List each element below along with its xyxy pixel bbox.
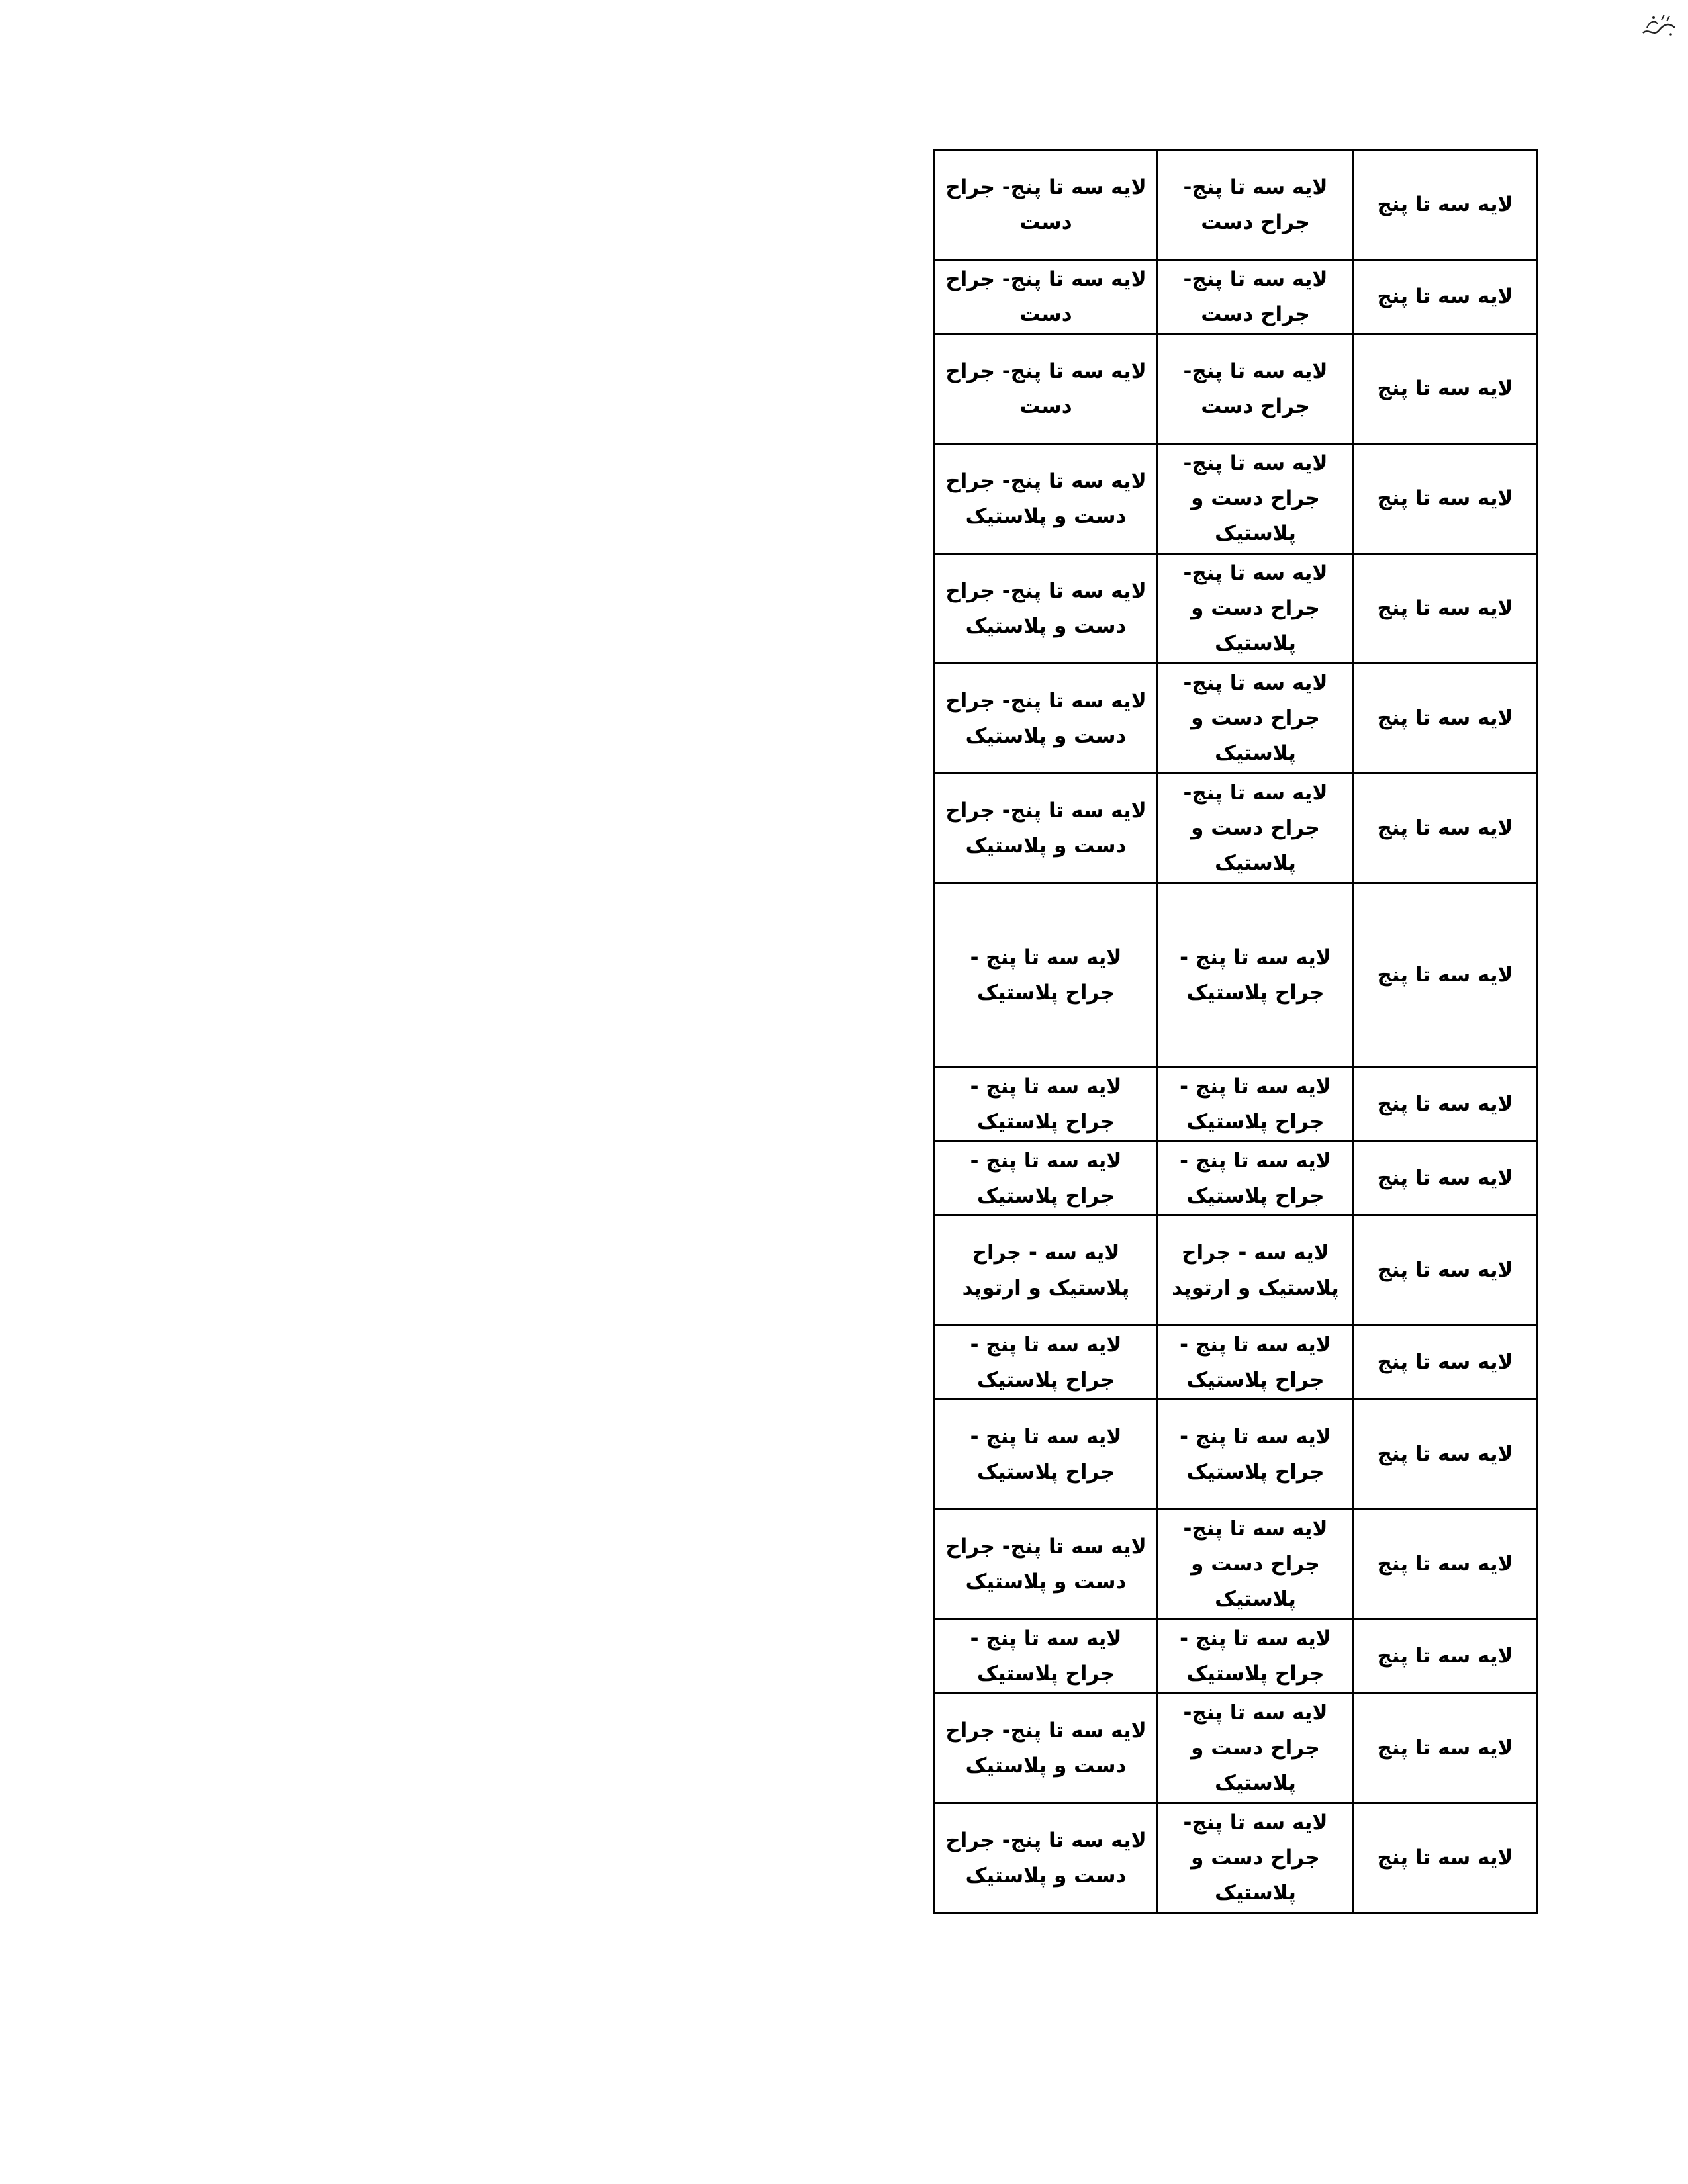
table-cell-right (1354, 444, 1537, 554)
cell-text: لایه سه تا پنج- جراح دست و پلاستیک (1183, 561, 1328, 655)
table-row (935, 1142, 1537, 1216)
cell-text: لایه سه تا پنج (1377, 1442, 1513, 1466)
table-row (935, 1619, 1537, 1694)
table-cell-middle (1158, 150, 1354, 260)
table-row (935, 1400, 1537, 1510)
cell-text: لایه سه تا پنج (1377, 1350, 1513, 1374)
table-cell-left (935, 554, 1158, 664)
cell-text: لایه سه تا پنج- جراح دست (945, 359, 1147, 418)
cell-text: لایه سه تا پنج - جراح پلاستیک (1180, 945, 1331, 1005)
table-row (935, 150, 1537, 260)
cell-text: لایه سه تا پنج - جراح پلاستیک (1180, 1074, 1331, 1134)
table-cell-middle (1158, 1216, 1354, 1326)
cell-text: لایه سه تا پنج- جراح دست و پلاستیک (1183, 1517, 1328, 1611)
table-cell-middle (1158, 1803, 1354, 1913)
cell-text: لایه سه تا پنج (1377, 193, 1513, 216)
table-cell-right (1354, 1803, 1537, 1913)
table-cell-left (935, 1326, 1158, 1400)
table-cell-middle (1158, 774, 1354, 884)
table-row (935, 1803, 1537, 1913)
table-cell-right (1354, 1216, 1537, 1326)
cell-text: لایه سه - جراح پلاستیک و ارتوپد (1172, 1240, 1339, 1300)
table-cell-middle (1158, 1400, 1354, 1510)
cell-text: لایه سه تا پنج- جراح دست و پلاستیک (945, 1718, 1147, 1778)
cell-text: لایه سه تا پنج (1377, 1644, 1513, 1668)
table-cell-right (1354, 554, 1537, 664)
table-cell-right (1354, 1068, 1537, 1142)
cell-text: لایه سه تا پنج- جراح دست و پلاستیک (945, 688, 1147, 748)
table-row (935, 1694, 1537, 1803)
cell-text: لایه سه تا پنج- جراح دست و پلاستیک (945, 798, 1147, 858)
table-cell-middle (1158, 1694, 1354, 1803)
table-cell-right (1354, 664, 1537, 774)
cell-text: لایه سه تا پنج- جراح دست و پلاستیک (945, 469, 1147, 528)
table-cell-middle (1158, 554, 1354, 664)
table-cell-middle (1158, 444, 1354, 554)
table-cell-middle (1158, 1068, 1354, 1142)
cell-text: لایه سه تا پنج- جراح دست و پلاستیک (1183, 781, 1328, 875)
table-cell-left (935, 1216, 1158, 1326)
table-cell-left (935, 1068, 1158, 1142)
table-row (935, 1216, 1537, 1326)
table-cell-middle (1158, 260, 1354, 334)
cell-text: لایه سه تا پنج (1377, 816, 1513, 840)
cell-text: لایه سه تا پنج- جراح دست و پلاستیک (1183, 1811, 1328, 1905)
table-row (935, 1068, 1537, 1142)
table-cell-left (935, 150, 1158, 260)
table-cell-right (1354, 1400, 1537, 1510)
table-cell-right (1354, 1694, 1537, 1803)
cell-text: لایه سه تا پنج (1377, 1092, 1513, 1116)
cell-text: لایه سه تا پنج - جراح پلاستیک (970, 1424, 1122, 1484)
cell-text: لایه سه تا پنج (1377, 706, 1513, 730)
table-cell-middle (1158, 664, 1354, 774)
cell-text: لایه سه تا پنج (1377, 285, 1513, 308)
table-cell-left (935, 774, 1158, 884)
table-row (935, 774, 1537, 884)
schedule-table (933, 149, 1538, 1914)
table-cell-right (1354, 150, 1537, 260)
cell-text: لایه سه تا پنج - جراح پلاستیک (970, 1148, 1122, 1208)
table-cell-middle (1158, 884, 1354, 1068)
table-cell-left (935, 1510, 1158, 1619)
table-row (935, 664, 1537, 774)
table-cell-left (935, 1400, 1158, 1510)
cell-text: لایه سه تا پنج- جراح دست (1183, 267, 1328, 326)
table-row (935, 260, 1537, 334)
cell-text: لایه سه تا پنج - جراح پلاستیک (970, 1626, 1122, 1686)
cell-text: لایه سه تا پنج (1377, 1846, 1513, 1870)
cell-text: لایه سه تا پنج (1377, 1258, 1513, 1282)
table-cell-left (935, 444, 1158, 554)
table-cell-right (1354, 774, 1537, 884)
table-cell-middle (1158, 1142, 1354, 1216)
table-cell-middle (1158, 1510, 1354, 1619)
cell-text: لایه سه - جراح پلاستیک و ارتوپد (962, 1240, 1130, 1300)
table-cell-left (935, 1619, 1158, 1694)
cell-text: لایه سه تا پنج (1377, 1736, 1513, 1760)
table-row (935, 884, 1537, 1068)
table-cell-right (1354, 1142, 1537, 1216)
cell-text: لایه سه تا پنج (1377, 377, 1513, 400)
cell-text: لایه سه تا پنج (1377, 963, 1513, 987)
cell-text: لایه سه تا پنج - جراح پلاستیک (970, 1074, 1122, 1134)
table-cell-right (1354, 1510, 1537, 1619)
site-logo-watermark (1640, 8, 1677, 41)
cell-text: لایه سه تا پنج- جراح دست (945, 175, 1147, 234)
cell-text: لایه سه تا پنج (1377, 596, 1513, 620)
table-row (935, 1326, 1537, 1400)
cell-text: لایه سه تا پنج- جراح دست (1183, 175, 1328, 234)
table-row (935, 444, 1537, 554)
table-cell-middle (1158, 334, 1354, 444)
cell-text: لایه سه تا پنج- جراح دست (945, 267, 1147, 326)
cell-text: لایه سه تا پنج (1377, 1166, 1513, 1190)
schedule-table-body (935, 150, 1537, 1913)
table-cell-left (935, 1142, 1158, 1216)
cell-text: لایه سه تا پنج- جراح دست و پلاستیک (945, 1828, 1147, 1888)
cell-text: لایه سه تا پنج- جراح دست و پلاستیک (1183, 671, 1328, 765)
table-cell-right (1354, 1326, 1537, 1400)
table-cell-right (1354, 334, 1537, 444)
table-cell-right (1354, 1619, 1537, 1694)
table-cell-left (935, 1694, 1158, 1803)
cell-text: لایه سه تا پنج - جراح پلاستیک (1180, 1424, 1331, 1484)
table-row (935, 554, 1537, 664)
cell-text: لایه سه تا پنج - جراح پلاستیک (970, 945, 1122, 1005)
table-cell-left (935, 664, 1158, 774)
cell-text: لایه سه تا پنج- جراح دست و پلاستیک (1183, 1701, 1328, 1795)
table-row (935, 334, 1537, 444)
table-cell-left (935, 260, 1158, 334)
table-cell-right (1354, 260, 1537, 334)
table-row (935, 1510, 1537, 1619)
cell-text: لایه سه تا پنج (1377, 486, 1513, 510)
cell-text: لایه سه تا پنج - جراح پلاستیک (1180, 1148, 1331, 1208)
table-cell-middle (1158, 1326, 1354, 1400)
cell-text: لایه سه تا پنج - جراح پلاستیک (1180, 1626, 1331, 1686)
cell-text: لایه سه تا پنج - جراح پلاستیک (1180, 1332, 1331, 1392)
cell-text: لایه سه تا پنج- جراح دست و پلاستیک (945, 578, 1147, 638)
table-cell-left (935, 884, 1158, 1068)
cell-text: لایه سه تا پنج- جراح دست و پلاستیک (945, 1534, 1147, 1594)
table-cell-right (1354, 884, 1537, 1068)
cell-text: لایه سه تا پنج (1377, 1552, 1513, 1576)
table-cell-left (935, 1803, 1158, 1913)
cell-text: لایه سه تا پنج- جراح دست (1183, 359, 1328, 418)
cell-text: لایه سه تا پنج- جراح دست و پلاستیک (1183, 451, 1328, 545)
table-cell-middle (1158, 1619, 1354, 1694)
cell-text: لایه سه تا پنج - جراح پلاستیک (970, 1332, 1122, 1392)
table-cell-left (935, 334, 1158, 444)
